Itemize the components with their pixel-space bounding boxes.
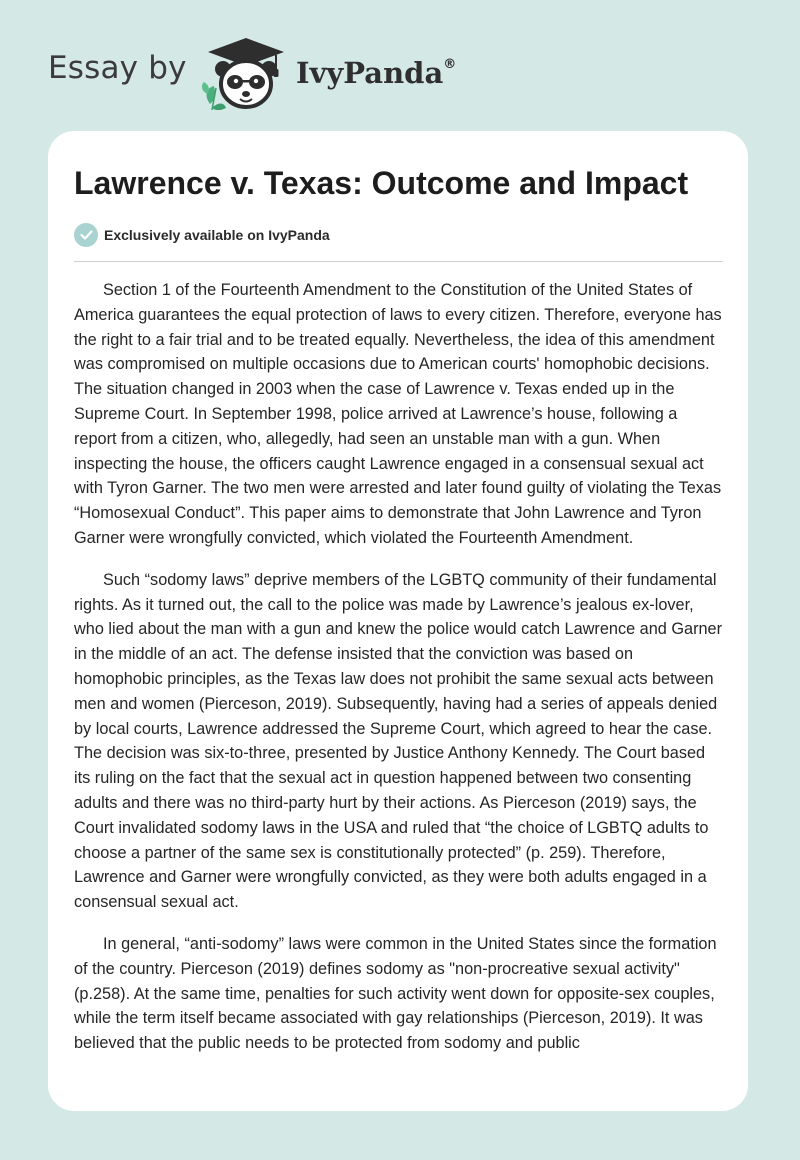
exclusive-label: Exclusively available on IvyPanda bbox=[104, 227, 330, 243]
essay-body bbox=[74, 278, 724, 1073]
title-divider bbox=[74, 261, 723, 262]
paragraph-2: Such “sodomy laws” deprive members of the LGBTQ community of their fundamental rights. As it turned out, the call to the police was made by Lawrence’s jealous ex-lover, who lied about the man with a gun and knew the police would catch Lawrence and Garner in the middle of an act. The defense insisted that the conviction was based on homophobic principles, as the Texas law does not prohibit the same sexual acts between men and women (Pierceson, 2019). Subsequently, having had a series of appeals denied by local courts, Lawrence addressed the Supreme Court, which agreed to hear the case. The decision was six-to-three, presented by Justice Anthony Kennedy. The Court based its ruling on the fact that the sexual act in question happened between two consenting adults and there was no third-party hurt by their actions. As Pierceson (2019) says, the Court invalidated sodomy laws in the USA and ruled that “the choice of LGBTQ adults to choose a partner of the same sex is constitutionally protected” (p. 259). Therefore, Lawrence and Garner were wrongfully convicted, as they were both adults engaged in a consensual sexual act. bbox=[74, 570, 723, 912]
registered-mark: ® bbox=[443, 57, 457, 73]
essay-card bbox=[48, 131, 748, 1111]
panda-graduate-icon[interactable] bbox=[200, 36, 292, 110]
brand-name-text: IvyPanda bbox=[296, 56, 444, 90]
exclusive-badge bbox=[74, 223, 330, 247]
paragraph-3: In general, “anti-sodomy” laws were common in the United States since the formation of the country. Pierceson (2019) defines sodomy as "non-procreative sexual activity" (p.258). At the same time, penalties for such activity went down for opposite-sex couples, while the term itself became associated with gay relationships (Pierceson, 2019). It was believed that the public needs to be protected from sodomy and public bbox=[74, 934, 717, 1053]
essay-by-label: Essay by bbox=[48, 50, 187, 86]
check-icon bbox=[74, 223, 98, 247]
page-title: Lawrence v. Texas: Outcome and Impact bbox=[74, 165, 689, 201]
paragraph-1: Section 1 of the Fourteenth Amendment to the Constitution of the United States of America guarantees the equal protection of laws to every citizen. Therefore, everyone has the right to a fair trial and to be treated equally. Nevertheless, the idea of this amendment was compromised on multiple occasions due to American courts' homophobic decisions. The situation changed in 2003 when the case of Lawrence v. Texas ended up in the Supreme Court. In September 1998, police arrived at Lawrence’s house, following a report from a citizen, who, allegedly, had seen an unstable man with a gun. When inspecting the house, the officers caught Lawrence engaged in a consensual sexual act with Tyron Garner. The two men were arrested and later found guilty of violating the Texas “Homosexual Conduct”. This paper aims to demonstrate that John Lawrence and Tyron Garner were wrongfully convicted, which violated the Fourteenth Amendment. bbox=[74, 281, 722, 547]
brand-name[interactable] bbox=[296, 56, 456, 90]
site-header bbox=[0, 0, 800, 130]
